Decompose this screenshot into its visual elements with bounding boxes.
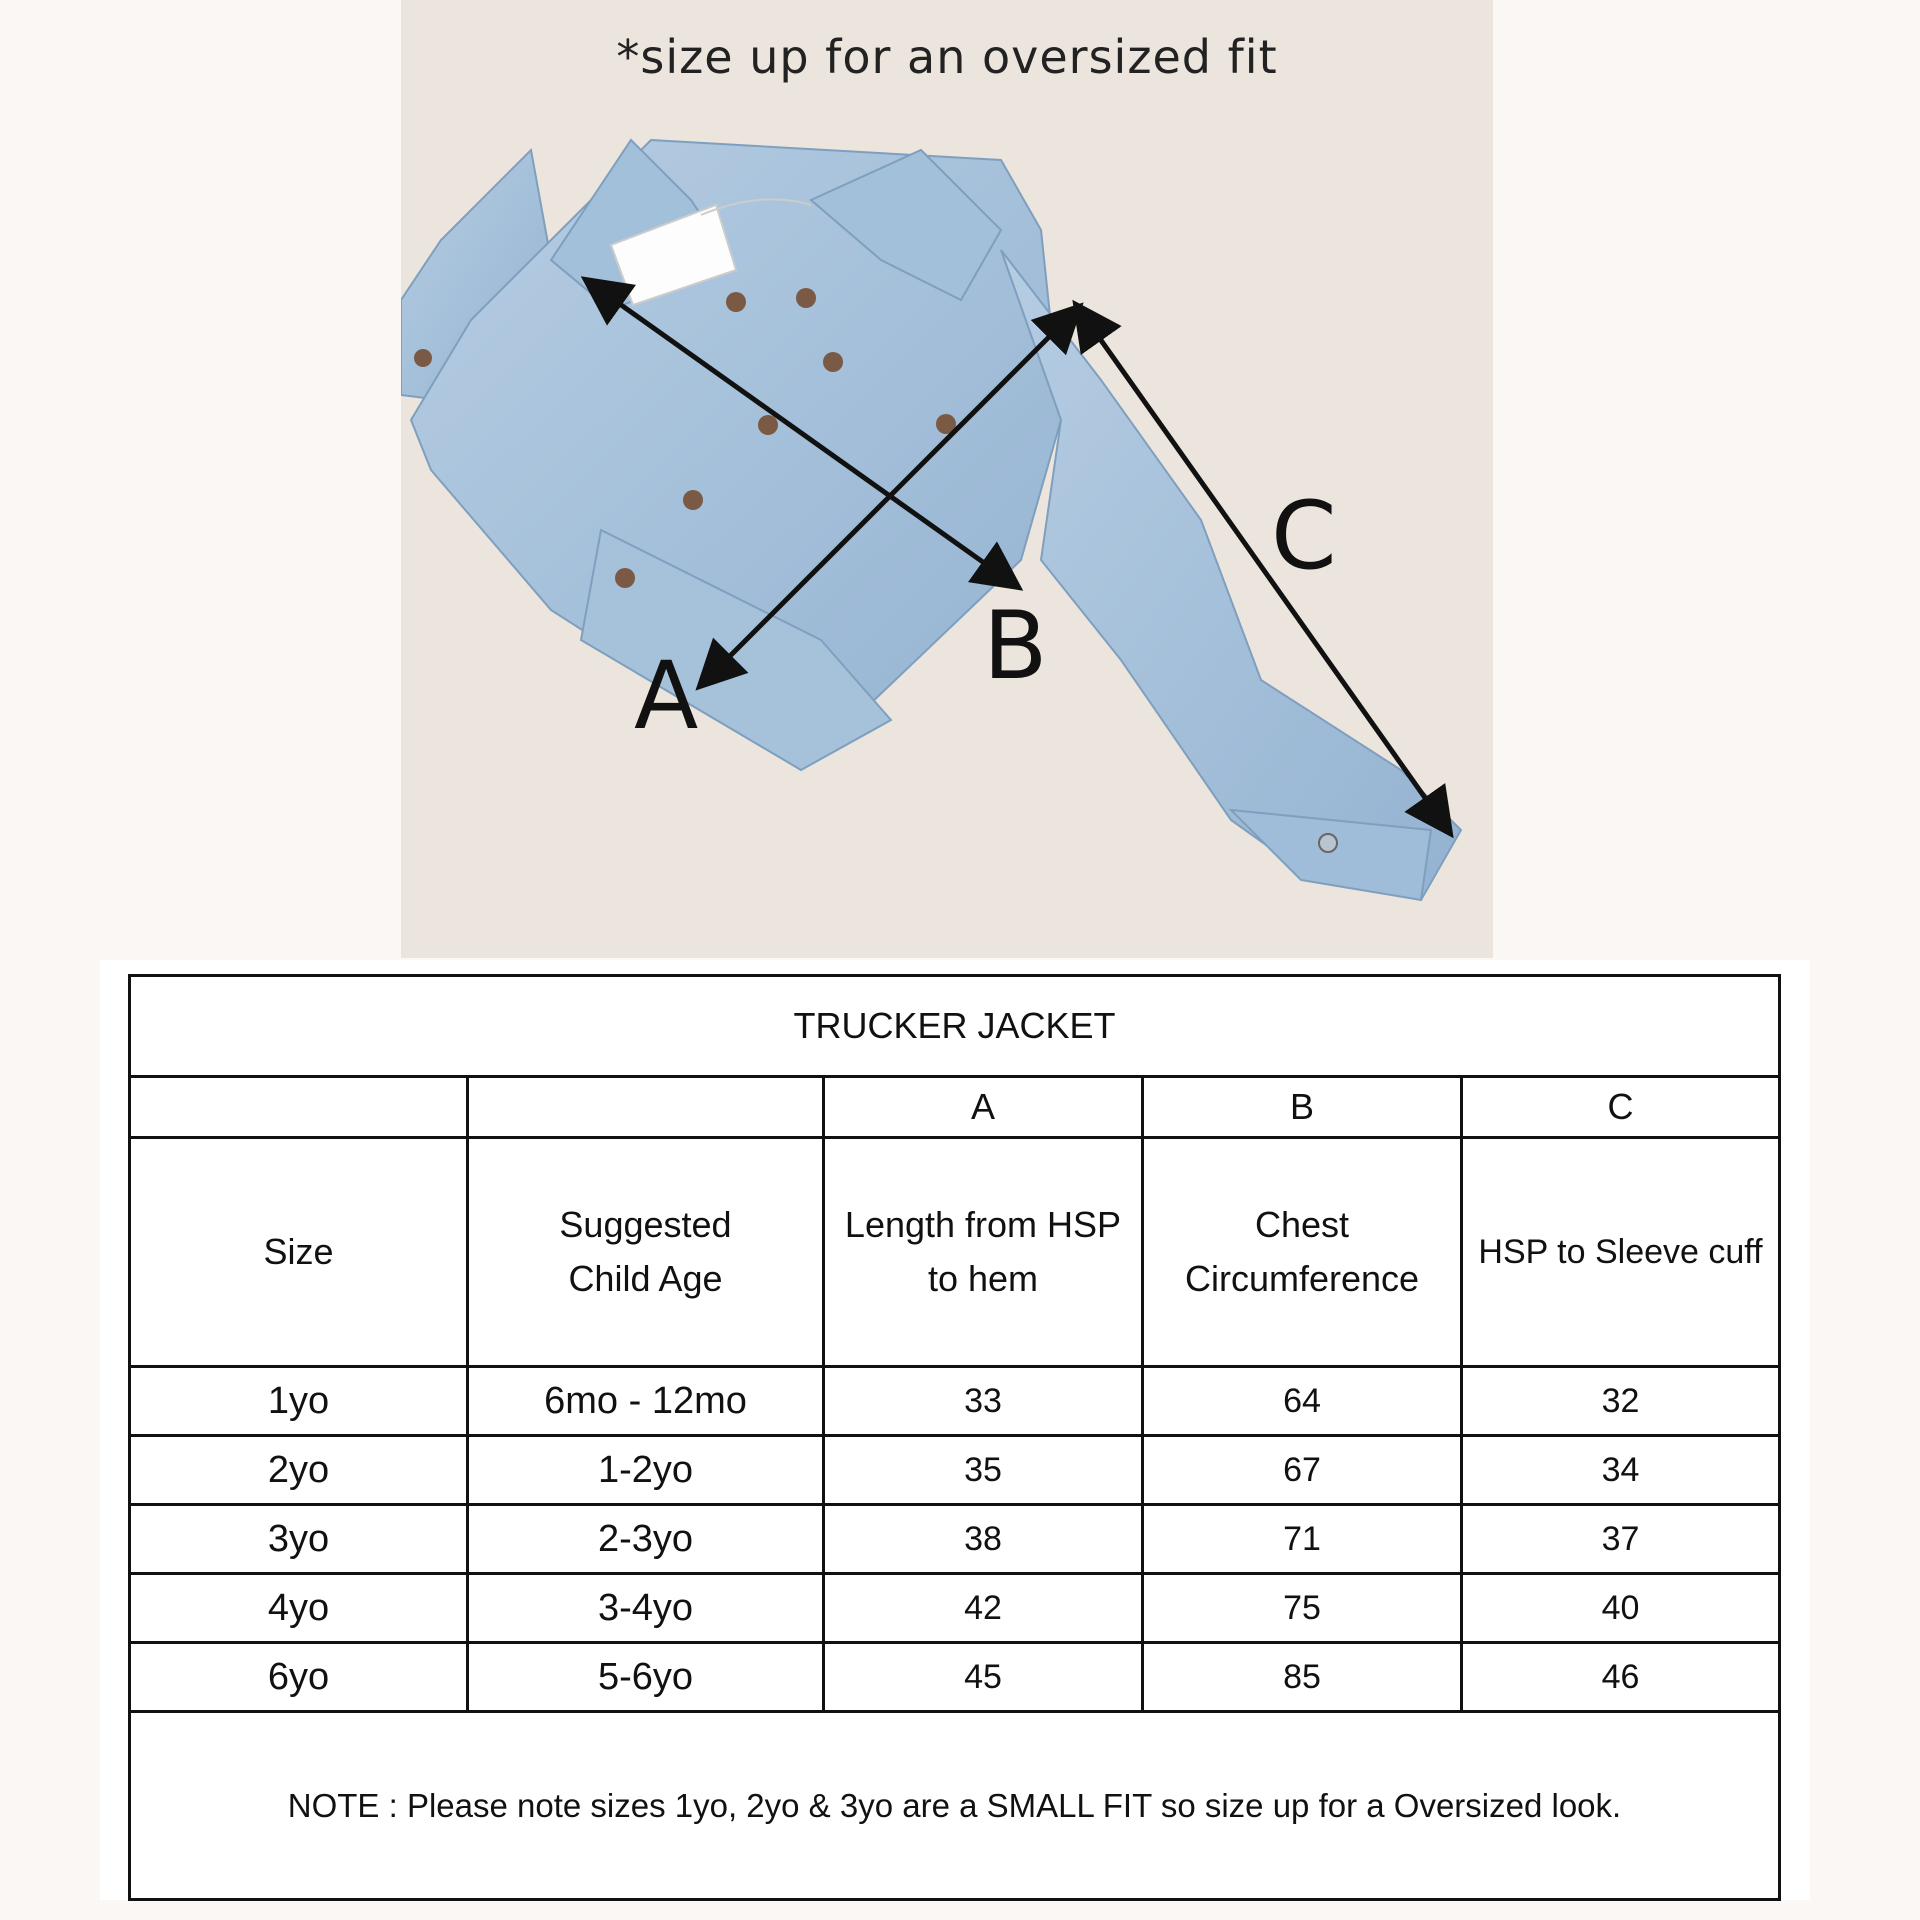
note-row	[130, 1712, 1780, 1900]
age-cell: 3-4yo	[468, 1574, 824, 1643]
sleeve-cell: 37	[1462, 1505, 1780, 1574]
chest-cell: 75	[1143, 1574, 1462, 1643]
chest-cell: 64	[1143, 1367, 1462, 1436]
table-title: TRUCKER JACKET	[130, 976, 1780, 1077]
chest-cell: 85	[1143, 1643, 1462, 1712]
jacket-photo	[401, 0, 1493, 958]
size-cell: 1yo	[130, 1367, 468, 1436]
length-cell: 42	[824, 1574, 1143, 1643]
sleeve-cell: 40	[1462, 1574, 1780, 1643]
table-row	[130, 1574, 1780, 1643]
right-cuff-button	[1319, 834, 1337, 852]
table-row	[130, 1505, 1780, 1574]
size-chart-table	[128, 974, 1781, 1901]
table-row	[130, 1643, 1780, 1712]
sleeve-cell: 32	[1462, 1367, 1780, 1436]
age-cell: 1-2yo	[468, 1436, 824, 1505]
label-a: A	[634, 642, 699, 751]
photo-caption: *size up for an oversized fit	[616, 30, 1278, 84]
header-age: Suggested Child Age	[468, 1138, 824, 1367]
size-chart-panel	[100, 960, 1810, 1900]
length-cell: 38	[824, 1505, 1143, 1574]
length-cell: 45	[824, 1643, 1143, 1712]
table-row	[130, 1367, 1780, 1436]
label-b: B	[983, 592, 1048, 701]
size-cell: 2yo	[130, 1436, 468, 1505]
sleeve-cell: 34	[1462, 1436, 1780, 1505]
sleeve-cell: 46	[1462, 1643, 1780, 1712]
length-cell: 35	[824, 1436, 1143, 1505]
empty-cell	[468, 1077, 824, 1138]
size-cell: 6yo	[130, 1643, 468, 1712]
chest-cell: 67	[1143, 1436, 1462, 1505]
left-cuff-button	[414, 349, 432, 367]
letter-c: C	[1462, 1077, 1780, 1138]
age-cell: 6mo - 12mo	[468, 1367, 824, 1436]
measure-letter-row	[130, 1077, 1780, 1138]
header-row	[130, 1138, 1780, 1367]
jacket-illustration	[401, 0, 1493, 958]
letter-b: B	[1143, 1077, 1462, 1138]
right-sleeve	[1001, 250, 1461, 900]
age-cell: 2-3yo	[468, 1505, 824, 1574]
length-cell: 33	[824, 1367, 1143, 1436]
empty-cell	[130, 1077, 468, 1138]
label-c: C	[1271, 482, 1337, 591]
letter-a: A	[824, 1077, 1143, 1138]
header-length: Length from HSP to hem	[824, 1138, 1143, 1367]
header-size: Size	[130, 1138, 468, 1367]
fit-note: NOTE : Please note sizes 1yo, 2yo & 3yo are a SMALL FIT so size up for a Oversized look.	[130, 1712, 1780, 1900]
header-sleeve: HSP to Sleeve cuff	[1462, 1138, 1780, 1367]
age-cell: 5-6yo	[468, 1643, 824, 1712]
table-title-row	[130, 976, 1780, 1077]
size-cell: 4yo	[130, 1574, 468, 1643]
size-cell: 3yo	[130, 1505, 468, 1574]
table-row	[130, 1436, 1780, 1505]
chest-cell: 71	[1143, 1505, 1462, 1574]
header-chest: Chest Circumference	[1143, 1138, 1462, 1367]
